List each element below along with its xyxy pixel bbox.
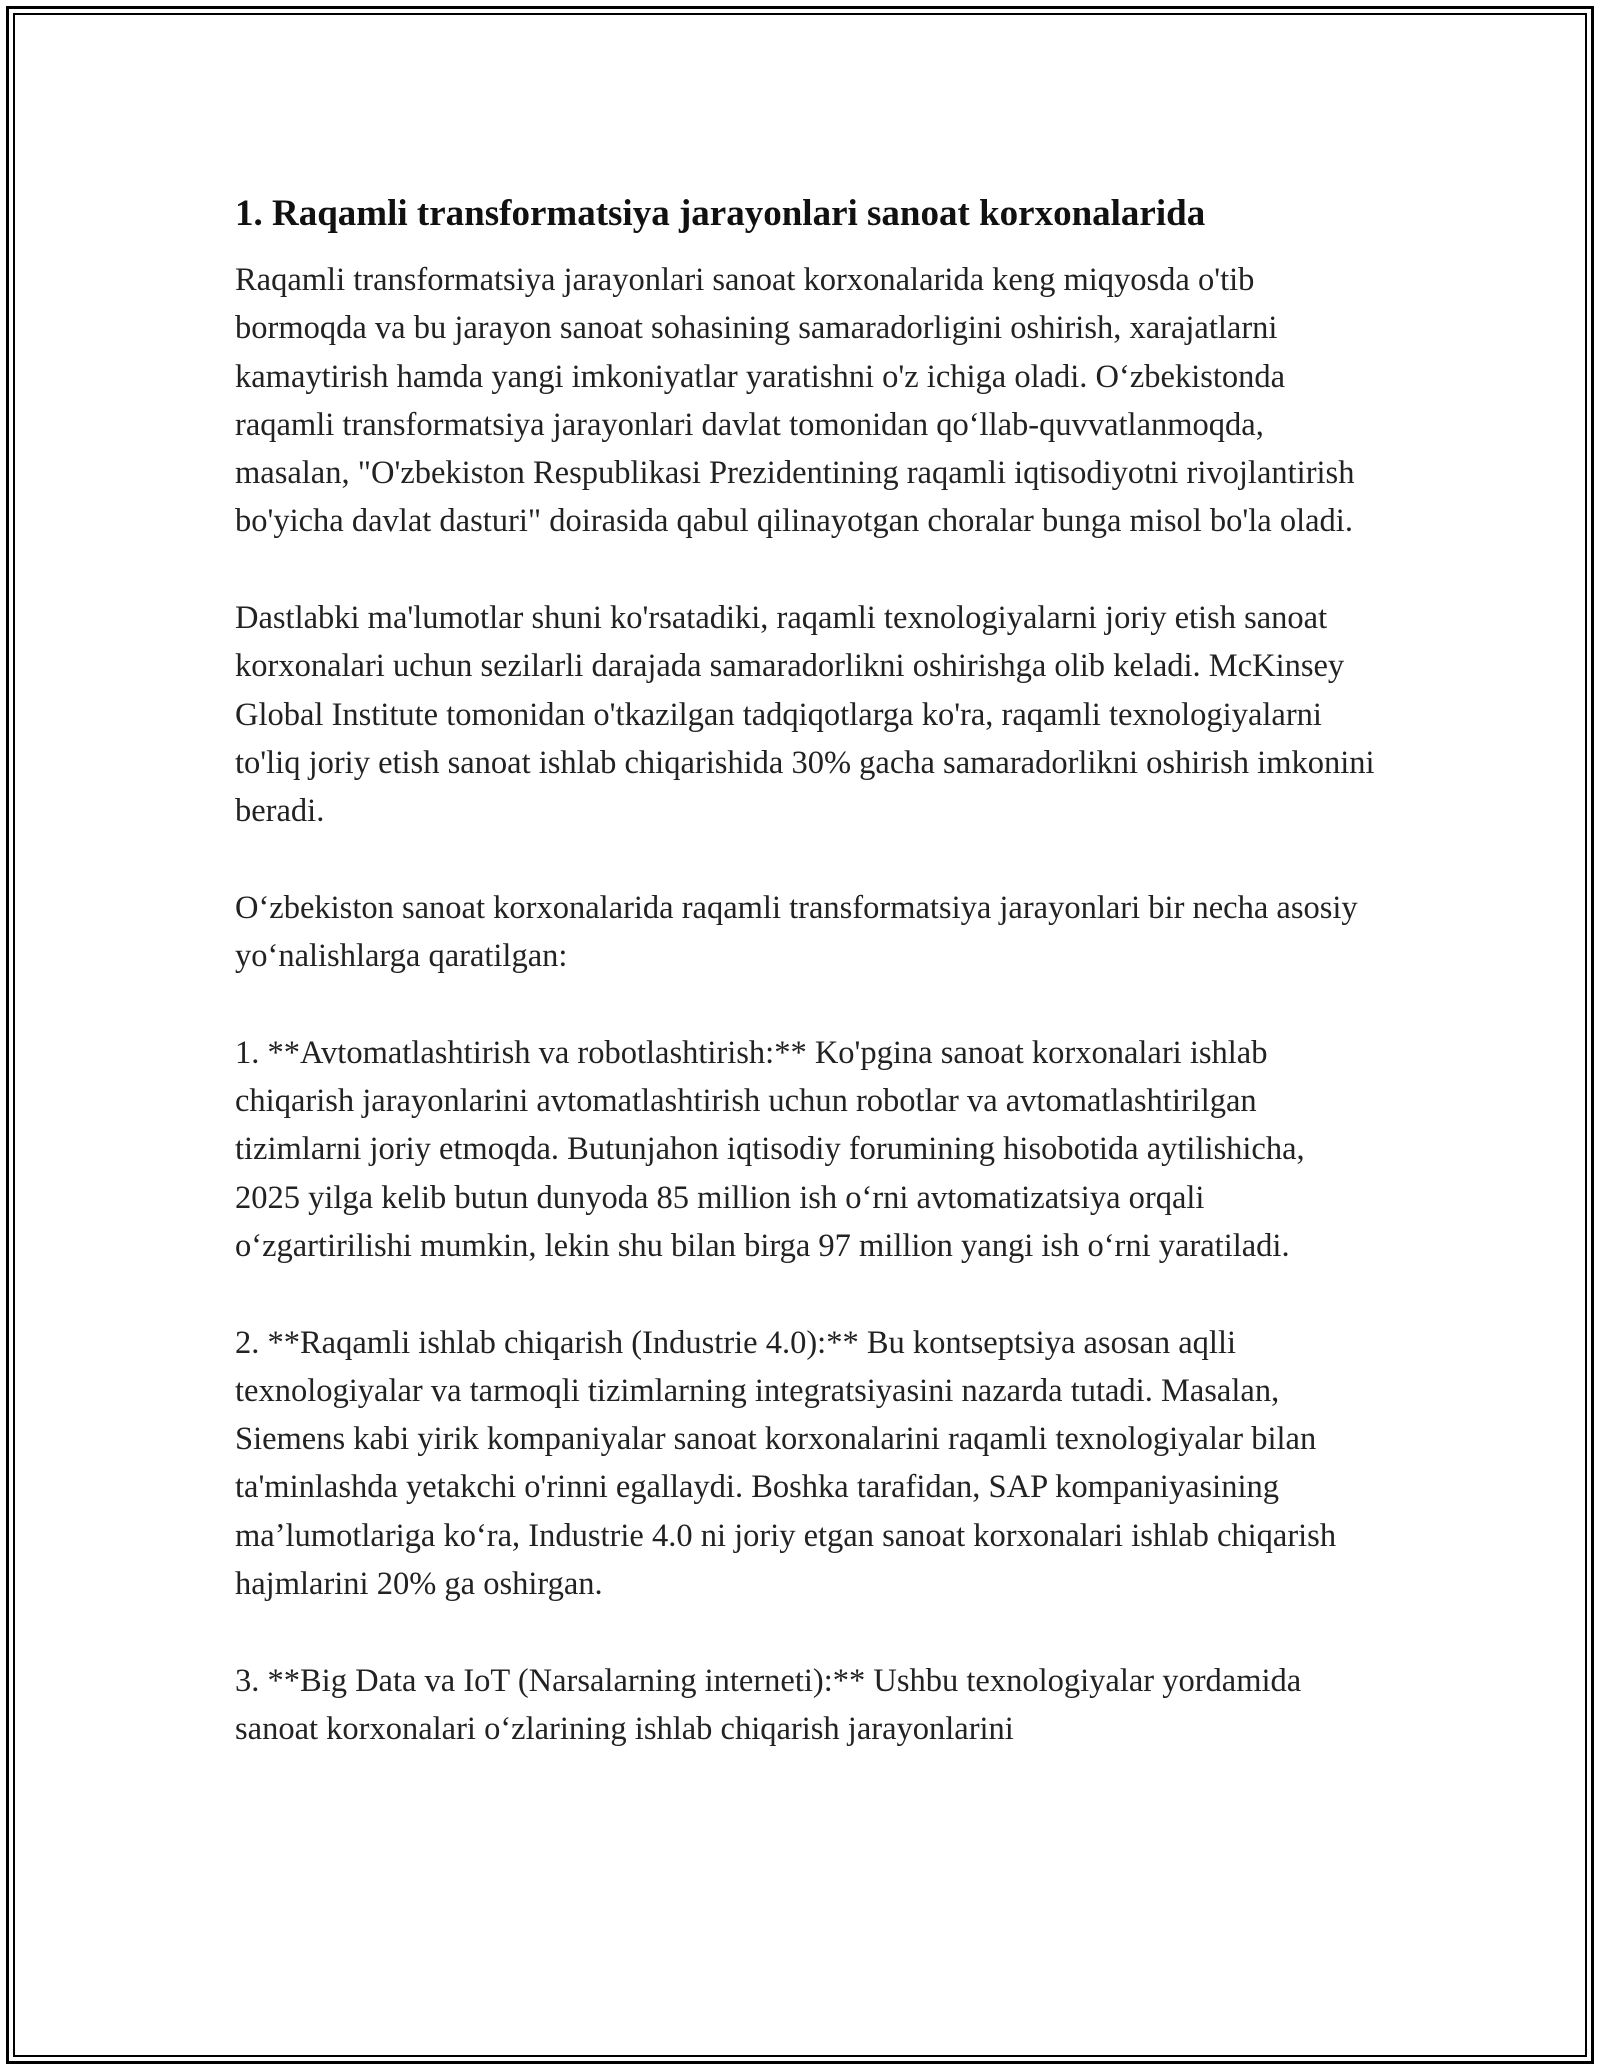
section-heading: 1. Raqamli transformatsiya jarayonlari sanoat korxonalarida	[235, 193, 1206, 234]
paragraph-research: Dastlabki ma'lumotlar shuni ko'rsatadiki, raqamli texnologiyalarni joriy etish sanoat korxonalari uchun sezilarli darajada samaradorlikni oshirishga olib keladi. McKinsey Global Institute tomonidan o'tkazilgan tadqiqotlarga ko'ra, raqamli texnologiyalarni to'liq joriy etish sanoat ishlab chiqarishida 30% gacha samaradorlikni oshirish imkonini beradi.	[235, 600, 1375, 830]
list-item-automation: 1. **Avtomatlashtirish va robotlashtirish:** Ko'pgina sanoat korxonalari ishlab chiqarish jarayonlarini avtomatlashtirish uchun robotlar va avtomatlashtirilgan tizimlarni joriy etmoqda. Butunjahon iqtisodiy forumining hisobotida aytilishicha, 2025 yilga kelib butun dunyoda 85 million ish oʻrni avtomatizatsiya orqali oʻzgartirilishi mumkin, lekin shu bilan birga 97 million yangi ish oʻrni yaratiladi.	[235, 1034, 1305, 1264]
document-body	[235, 188, 1375, 1802]
list-item-bigdata: 3. **Big Data va IoT (Narsalarning interneti):** Ushbu texnologiyalar yordamida sanoat korxonalari oʻzlarining ishlab chiqarish jarayonlarini	[235, 1662, 1302, 1747]
list-item-industrie: 2. **Raqamli ishlab chiqarish (Industrie 4.0):** Bu kontseptsiya asosan aqlli texnologiyalar va tarmoqli tizimlarning integratsiyasini nazarda tutadi. Masalan, Siemens kabi yirik kompaniyalar sanoat korxonalarini raqamli texnologiyalar bilan ta'minlashda yetakchi o'rinni egallaydi. Boshka tarafidan, SAP kompaniyasining maʼlumotlariga koʻra, Industrie 4.0 ni joriy etgan sanoat korxonalari ishlab chiqarish hajmlarini 20% ga oshirgan.	[235, 1324, 1337, 1603]
paragraph-intro: Raqamli transformatsiya jarayonlari sanoat korxonalarida keng miqyosda o'tib bormoqda va bu jarayon sanoat sohasining samaradorligini oshirish, xarajatlarni kamaytirish hamda yangi imkoniyatlar yaratishni o'z ichiga oladi. Oʻzbekistonda raqamli transformatsiya jarayonlari davlat tomonidan qoʻllab-quvvatlanmoqda, masalan, "O'zbekiston Respublikasi Prezidentining raqamli iqtisodiyotni rivojlantirish bo'yicha davlat dasturi" doirasida qabul qilinayotgan choralar bunga misol bo'la oladi.	[235, 262, 1355, 540]
paragraph-directions: Oʻzbekiston sanoat korxonalarida raqamli transformatsiya jarayonlari bir necha asosiy yoʻnalishlarga qaratilgan:	[235, 889, 1358, 975]
